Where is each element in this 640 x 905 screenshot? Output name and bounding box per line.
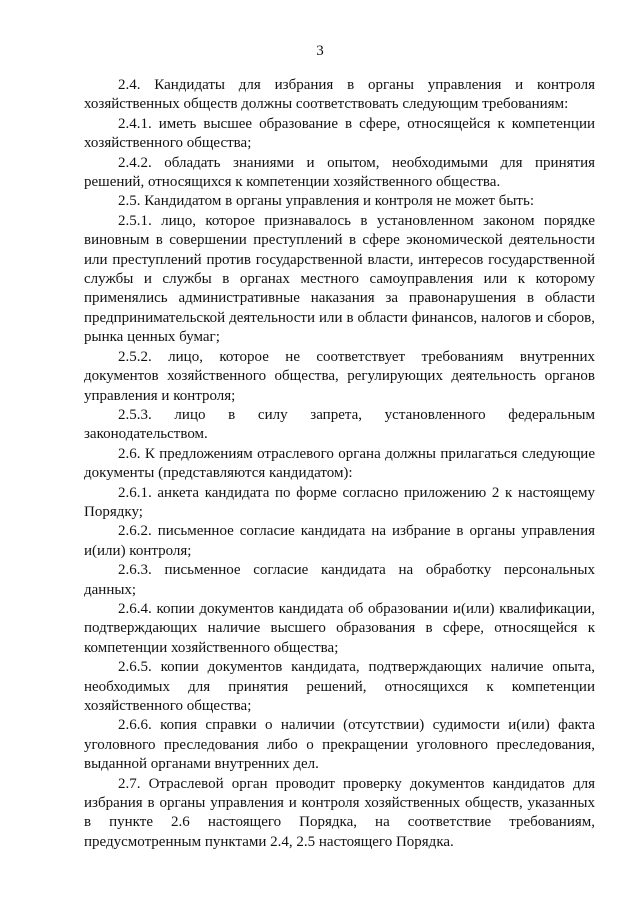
page-number: 3 xyxy=(316,43,324,59)
paragraph-2-5: 2.5. Кандидатом в органы управления и контроля не может быть: xyxy=(118,193,534,210)
paragraph-2-7: 2.7. Отраслевой орган проводит проверку документов кандидатов для избрания в органы управления и контроля хозяйственных обществ, указанных в пункте 2.6 настоящего Порядка, на соответствие требованиям, предусмотренным пунктами 2.4, 2.5 настоящего Порядка. xyxy=(84,775,595,850)
paragraph-2-6-1: 2.6.1. анкета кандидата по форме согласно приложению 2 к настоящему Порядку; xyxy=(84,484,595,520)
paragraph-2-4-2: 2.4.2. обладать знаниями и опытом, необходимыми для принятия решений, относящихся к компетенции хозяйственного общества. xyxy=(84,154,595,191)
paragraph-2-6-5: 2.6.5. копии документов кандидата, подтверждающих наличие опыта, необходимых для принятия решений, относящихся к компетенции хозяйственного общества; xyxy=(84,659,595,714)
paragraph-2-5-2: 2.5.2. лицо, которое не соответствует требованиям внутренних документов хозяйственного общества, регулирующих деятельность органов управления и контроля; xyxy=(84,348,595,404)
paragraph-2-5-3: 2.5.3. лицо в силу запрета, установленного федеральным законодательством. xyxy=(84,406,595,443)
paragraph-2-6: 2.6. К предложениям отраслевого органа должны прилагаться следующие документы (представляются кандидатом): xyxy=(84,445,595,482)
paragraph-2-4-1: 2.4.1. иметь высшее образование в сфере, относящейся к компетенции хозяйственного общества; xyxy=(84,115,595,152)
paragraph-2-6-6: 2.6.6. копия справки о наличии (отсутствии) судимости и(или) факта уголовного преследования либо о прекращении уголовного преследования, выданной органами внутренних дел. xyxy=(84,717,595,773)
paragraph-2-6-2: 2.6.2. письменное согласие кандидата на избрание в органы управления и(или) контроля; xyxy=(84,523,595,559)
paragraph-2-6-4: 2.6.4. копии документов кандидата об образовании и(или) квалификации, подтверждающих наличие высшего образования в сфере, относящейся к компетенции хозяйственного общества; xyxy=(84,600,595,656)
document-body xyxy=(84,76,595,852)
paragraph-2-6-3: 2.6.3. письменное согласие кандидата на обработку персональных данных; xyxy=(84,562,595,598)
paragraph-2-4: 2.4. Кандидаты для избрания в органы управления и контроля хозяйственных обществ должны соответствовать следующим требованиям: xyxy=(84,77,595,113)
paragraph-2-5-1: 2.5.1. лицо, которое признавалось в установленном законом порядке виновным в совершении преступлений в сфере экономической деятельности или преступлений против государственной власти, интересов государственной службы и службы в органах местного самоуправления или к которому применялись административные наказания за правонарушения в области предпринимательской деятельности или в области финансов, налогов и сборов, рынка ценных бумаг; xyxy=(84,212,595,346)
